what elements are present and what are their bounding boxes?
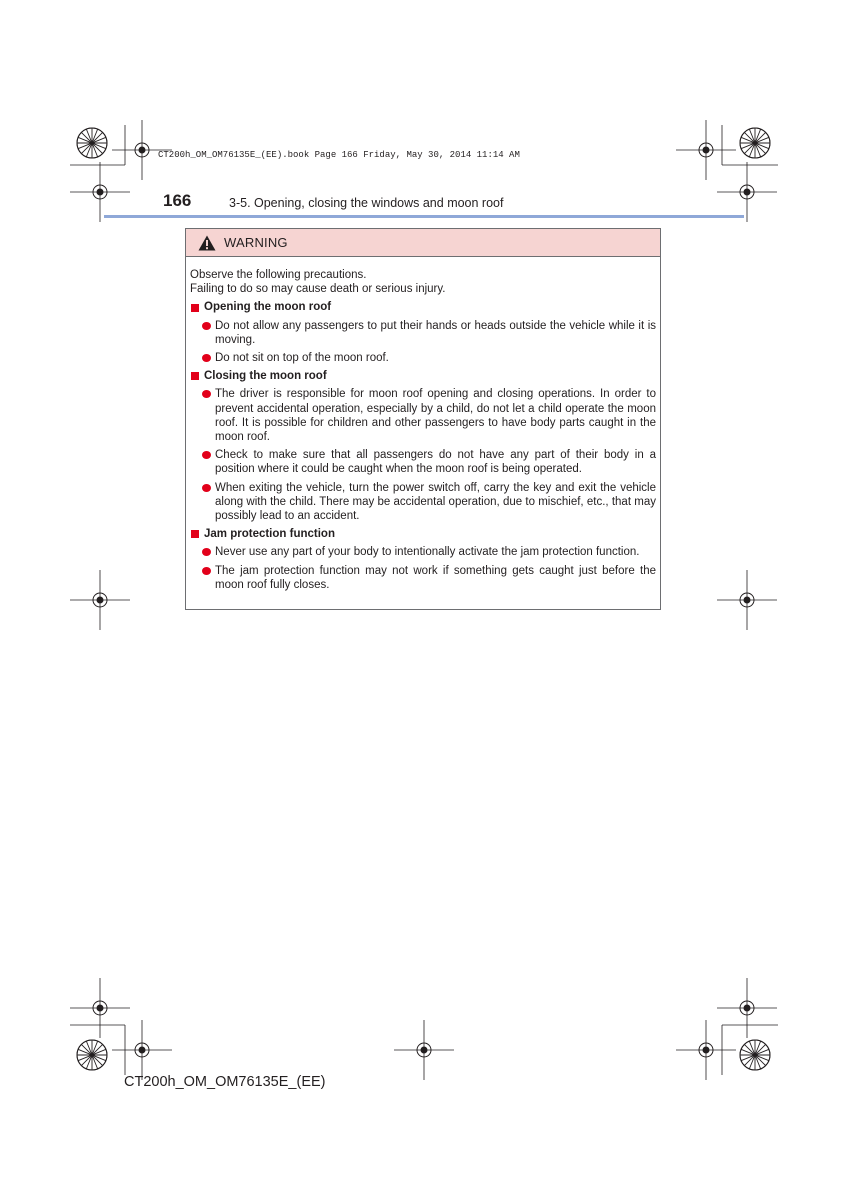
- header-rule: [104, 215, 744, 218]
- print-info: CT200h_OM_OM76135E_(EE).book Page 166 Friday, May 30, 2014 11:14 AM: [158, 150, 520, 160]
- section-heading-text: Jam protection function: [204, 528, 335, 541]
- list-item-text: The driver is responsible for moon roof opening and closing operations. In order to prevent accidental operation, especially by a child, do not let a child operate the moon roof. It is possible for children and other passengers to have body parts caught in the moon roof.: [215, 388, 656, 444]
- page-number: 166: [163, 191, 192, 210]
- section-heading-closing: [190, 369, 656, 383]
- list-item-text: Do not sit on top of the moon roof.: [215, 352, 389, 365]
- warning-title: WARNING: [224, 235, 288, 250]
- warning-body: [186, 257, 660, 592]
- warning-header: [186, 229, 660, 257]
- intro-line: Observe the following precautions.: [190, 269, 367, 281]
- round-bullet-icon: [202, 548, 211, 556]
- square-bullet-icon: [191, 372, 199, 380]
- footer-code: CT200h_OM_OM76135E_(EE): [124, 1074, 326, 1090]
- list-item: [190, 545, 656, 559]
- list-item: [190, 481, 656, 524]
- list-item-text: When exiting the vehicle, turn the power switch off, carry the key and exit the vehicle along with the child. There may be accidental operation, due to mischief, etc., that may possibly lead to an accident.: [215, 481, 656, 523]
- round-bullet-icon: [202, 567, 211, 575]
- round-bullet-icon: [202, 390, 211, 398]
- round-bullet-icon: [202, 451, 211, 459]
- warning-box: [185, 228, 661, 610]
- list-item-text: The jam protection function may not work if something gets caught just before the moon roof fully closes.: [215, 564, 656, 591]
- section-heading-text: Closing the moon roof: [204, 370, 327, 383]
- list-item: [190, 319, 656, 347]
- intro-line: Failing to do so may cause death or serious injury.: [190, 283, 446, 296]
- warning-triangle-icon: [198, 235, 216, 251]
- square-bullet-icon: [191, 530, 199, 538]
- section-title: 3-5. Opening, closing the windows and moon roof: [229, 196, 504, 210]
- list-item-text: Never use any part of your body to intentionally activate the jam protection function.: [215, 546, 640, 559]
- warning-intro: [190, 268, 656, 296]
- section-heading-opening: [190, 300, 656, 314]
- square-bullet-icon: [191, 304, 199, 312]
- list-item: [190, 351, 656, 365]
- section-heading-jam-protection: [190, 527, 656, 541]
- round-bullet-icon: [202, 484, 211, 492]
- list-item-text: Check to make sure that all passengers do not have any part of their body in a position where it could be caught when the moon roof is being operated.: [215, 449, 656, 476]
- round-bullet-icon: [202, 322, 211, 330]
- section-heading-text: Opening the moon roof: [204, 301, 332, 314]
- list-item: [190, 448, 656, 476]
- list-item: [190, 387, 656, 444]
- list-item-text: Do not allow any passengers to put their hands or heads outside the vehicle while it is moving.: [215, 319, 656, 346]
- list-item: [190, 564, 656, 592]
- round-bullet-icon: [202, 354, 211, 362]
